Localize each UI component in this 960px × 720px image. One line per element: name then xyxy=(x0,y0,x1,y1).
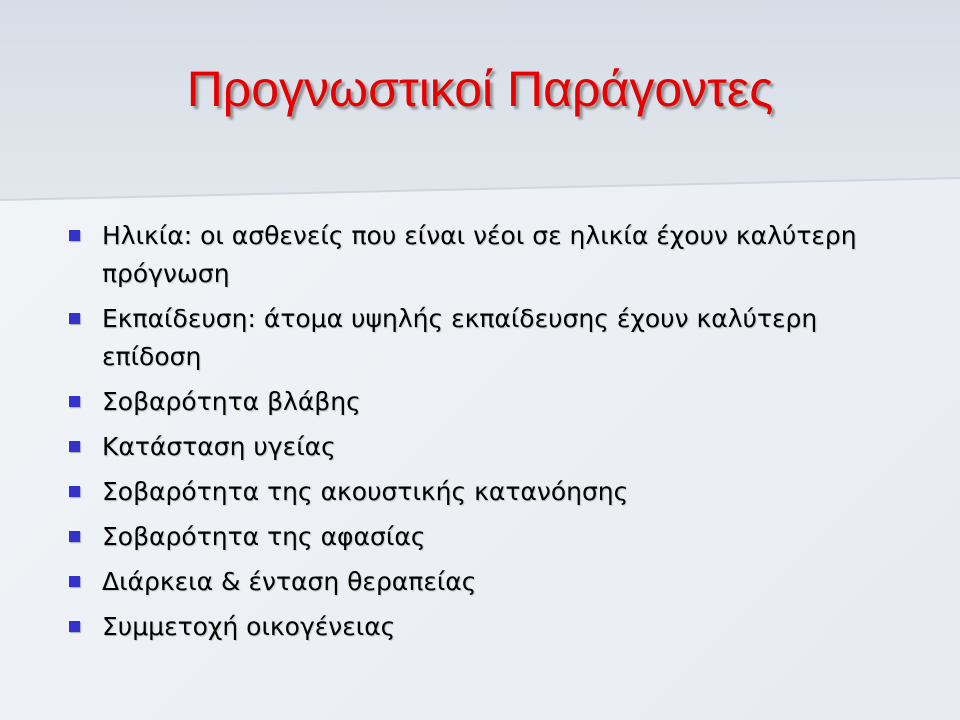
bullet-text: Κατάσταση υγείας xyxy=(102,432,336,461)
bullet-item-aphasia-severity xyxy=(66,518,906,556)
square-bullet-icon xyxy=(69,313,80,324)
square-bullet-icon xyxy=(69,230,80,241)
square-bullet-icon xyxy=(69,531,80,542)
slide-title: Προγνωστικοί Παράγοντες xyxy=(186,61,774,117)
bullet-text: Συμμετοχή οικογένειας xyxy=(102,612,396,641)
bullet-text: Σοβαρότητα της ακουστικής κατανόησης xyxy=(102,477,629,506)
bullet-item-lesion-severity xyxy=(66,383,906,421)
bullet-text: Σοβαρότητα βλάβης xyxy=(102,387,361,416)
bullet-item-health-status xyxy=(66,428,906,466)
square-bullet-icon xyxy=(69,486,80,497)
square-bullet-icon xyxy=(69,396,80,407)
bullet-text: Ηλικία: οι ασθενείς που είναι νέοι σε ηλικία έχουν καλύτερη πρόγνωση xyxy=(102,221,857,288)
bullet-list xyxy=(66,217,906,653)
bullet-text: Σοβαρότητα της αφασίας xyxy=(102,522,426,551)
bullet-text: Εκπαίδευση: άτομα υψηλής εκπαίδευσης έχουν καλύτερη επίδοση xyxy=(102,304,818,371)
bullet-item-education xyxy=(66,300,906,376)
bullet-item-auditory-comprehension xyxy=(66,473,906,511)
bullet-item-age xyxy=(66,217,906,293)
square-bullet-icon xyxy=(69,441,80,452)
square-bullet-icon xyxy=(69,621,80,632)
bullet-item-family-participation xyxy=(66,608,906,646)
bullet-item-therapy-duration xyxy=(66,563,906,601)
bullet-text: Διάρκεια & ένταση θεραπείας xyxy=(102,567,477,596)
square-bullet-icon xyxy=(69,576,80,587)
